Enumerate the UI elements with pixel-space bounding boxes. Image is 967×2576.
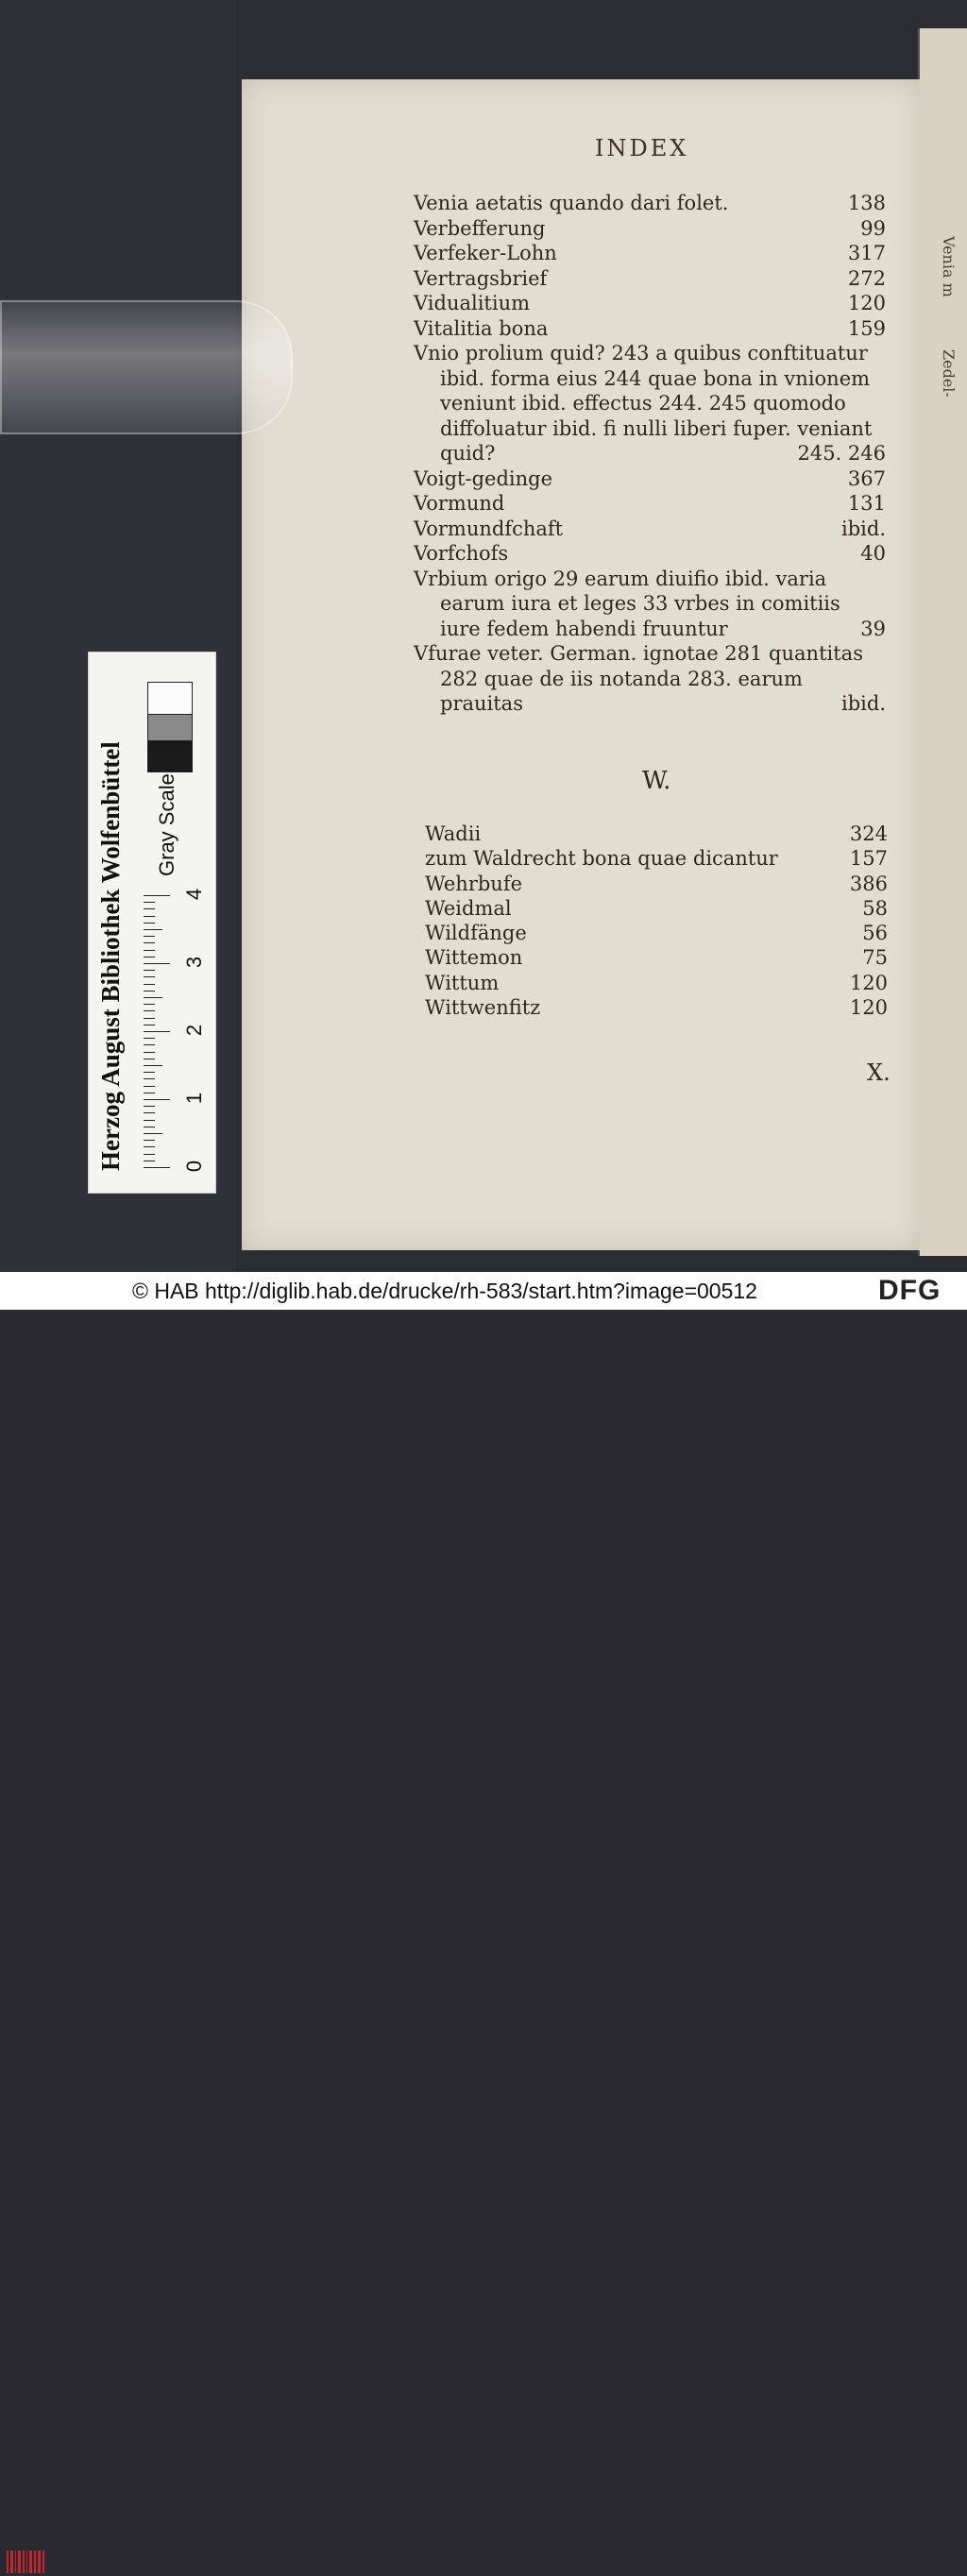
dfg-logo: DFG — [878, 1275, 942, 1306]
ruler-ticks — [144, 888, 172, 1167]
index-term: Wehrbufe — [425, 872, 523, 895]
index-entry — [414, 241, 886, 266]
ruler-number: 2 — [182, 1024, 207, 1037]
ruler-tick — [144, 916, 155, 917]
index-entry — [414, 191, 886, 216]
index-term: Verfeker-Lohn — [414, 242, 557, 264]
glass-holder-strip — [0, 300, 293, 434]
ruler-tick — [144, 1140, 155, 1141]
index-page-number: 99 — [860, 216, 886, 240]
index-entry — [425, 872, 888, 896]
ruler-tick — [144, 997, 162, 998]
index-page-number: 58 — [862, 896, 888, 920]
index-term: zum Waldrecht bona quae dicantur — [425, 847, 778, 871]
ruler-tick — [144, 1146, 155, 1147]
index-page-number: 159 — [847, 316, 886, 340]
index-term: Vidualitium — [414, 292, 531, 314]
index-term: Vormundfchaft — [414, 517, 564, 540]
index-entry — [414, 316, 886, 342]
index-page-number: 245. 246 — [797, 442, 886, 465]
index-term: Verbefferung — [414, 216, 546, 240]
index-page-number: 56 — [862, 922, 888, 945]
catchword: X. — [867, 1059, 891, 1086]
ruler-tick — [144, 942, 155, 943]
ruler-tick — [144, 984, 155, 985]
ruler-tick — [144, 1072, 155, 1073]
index-term: Vnio prolium quid? 243 a quibus conftituatur ibid. forma eius 244 quae bona in vnionem veniunt ibid. effectus 244. 245 quomodo diffoluatur ibid. fi nulli liberi fuper. veniant quid? — [414, 342, 873, 465]
ruler-tick — [144, 1112, 155, 1113]
index-page-number: 386 — [849, 872, 888, 895]
index-page-number: 120 — [849, 971, 888, 994]
index-entries-w — [425, 822, 888, 1020]
ruler-tick — [144, 963, 170, 964]
index-term: Voigt-gedinge — [414, 466, 552, 490]
ruler-tick — [144, 936, 155, 937]
index-page-number: 367 — [847, 466, 886, 490]
index-page-number: 39 — [860, 617, 886, 640]
index-term: Vfurae veter. German. ignotae 281 quantitas 282 quae de iis notanda 283. earum prauitas — [414, 642, 863, 715]
ruler-tick — [144, 1031, 170, 1032]
running-head: INDEX — [595, 135, 689, 161]
index-term: Vorfchofs — [414, 542, 509, 565]
ruler-tick — [144, 1052, 155, 1053]
index-term: Vrbium origo 29 earum diuifio ibid. varia earum iura et leges 33 vrbes in comitiis iure fedem habendi fruuntur — [414, 567, 840, 640]
index-entry — [425, 921, 888, 945]
index-term: Vitalitia bona — [414, 316, 549, 340]
ruler-tick — [144, 1167, 170, 1168]
index-page-number: 40 — [860, 542, 886, 565]
ruler-tick — [144, 1018, 155, 1019]
index-term: Wittemon — [425, 946, 523, 970]
ruler-tick — [144, 1086, 155, 1087]
index-term: Venia aetatis quando dari folet. — [414, 192, 729, 214]
index-term: Vormund — [414, 492, 505, 515]
index-entry — [414, 541, 886, 567]
gray-swatch-black — [147, 740, 193, 772]
ruler-tick — [144, 1120, 155, 1121]
index-term: Wildfänge — [425, 922, 527, 945]
section-heading-w: W. — [642, 767, 671, 795]
index-page-number: 131 — [847, 492, 886, 515]
ruler-tick — [144, 1044, 155, 1045]
index-page-number: 120 — [849, 996, 888, 1020]
index-entry — [425, 822, 888, 846]
facing-page-edge — [918, 28, 967, 1256]
index-term: Wadii — [425, 822, 482, 845]
ruler-number: 4 — [182, 888, 207, 901]
index-page-number: 272 — [847, 266, 886, 290]
index-page-number: 120 — [847, 292, 886, 314]
gray-swatch-white — [147, 682, 193, 716]
index-entry — [425, 995, 888, 1020]
ruler-tick — [144, 1133, 162, 1134]
ruler-institution-label: Herzog August Bibliothek Wolfenbüttel — [96, 741, 125, 1171]
index-entry — [425, 971, 888, 995]
index-entry — [425, 846, 888, 871]
index-entry — [414, 341, 886, 466]
index-entry — [425, 896, 888, 921]
ruler-tick — [144, 1010, 155, 1011]
hab-barcode-icon — [6, 2548, 45, 2576]
index-term: Vertragsbrief — [414, 266, 548, 290]
ruler-tick — [144, 1106, 155, 1107]
ruler-tick — [144, 1078, 155, 1079]
copyright-link[interactable]: © HAB http://diglib.hab.de/drucke/rh-583/start.htm?image=00512 — [132, 1279, 757, 1303]
index-page-number: ibid. — [841, 692, 886, 715]
ruler-tick — [144, 923, 155, 924]
ruler-tick — [144, 1004, 155, 1005]
ruler-tick — [144, 957, 155, 958]
ruler-number: 1 — [182, 1092, 207, 1105]
index-entry — [414, 216, 886, 242]
index-term: Wittum — [425, 971, 500, 994]
ruler-tick — [144, 895, 170, 896]
index-page-number: 324 — [849, 822, 888, 845]
ruler-tick — [144, 970, 155, 971]
index-page-number: 75 — [862, 946, 888, 970]
edge-text-top: Venia m — [940, 236, 958, 297]
index-term: Wittwenfitz — [425, 996, 541, 1020]
ruler-tick — [144, 1154, 155, 1155]
scan-area — [0, 0, 967, 1272]
index-entry — [414, 466, 886, 492]
index-page-number: 317 — [847, 242, 886, 264]
edge-text-mid: Zedel- — [940, 349, 958, 398]
index-entry — [414, 567, 886, 642]
ruler-tick — [144, 929, 162, 930]
index-page-number: ibid. — [841, 517, 886, 540]
index-entry — [414, 517, 886, 542]
index-entry — [414, 641, 886, 717]
ruler-tick — [144, 902, 155, 903]
ruler-tick — [144, 976, 155, 977]
ruler-number: 3 — [182, 956, 207, 969]
gray-scale-label: Gray Scale — [155, 773, 178, 876]
ruler-tick — [144, 1099, 170, 1100]
ruler-number: 0 — [182, 1160, 207, 1173]
index-page-number: 157 — [849, 847, 888, 871]
ruler-tick — [144, 950, 155, 951]
index-entry — [425, 945, 888, 970]
ruler-tick — [144, 908, 155, 909]
ruler-tick — [144, 1038, 155, 1039]
index-entry — [414, 266, 886, 292]
gray-swatch-mid — [147, 714, 193, 742]
ruler-tick — [144, 1065, 162, 1066]
index-entry — [414, 291, 886, 316]
index-entry — [414, 491, 886, 517]
index-term: Weidmal — [425, 896, 512, 920]
index-entries-v — [414, 191, 886, 717]
index-page-number: 138 — [847, 192, 886, 214]
